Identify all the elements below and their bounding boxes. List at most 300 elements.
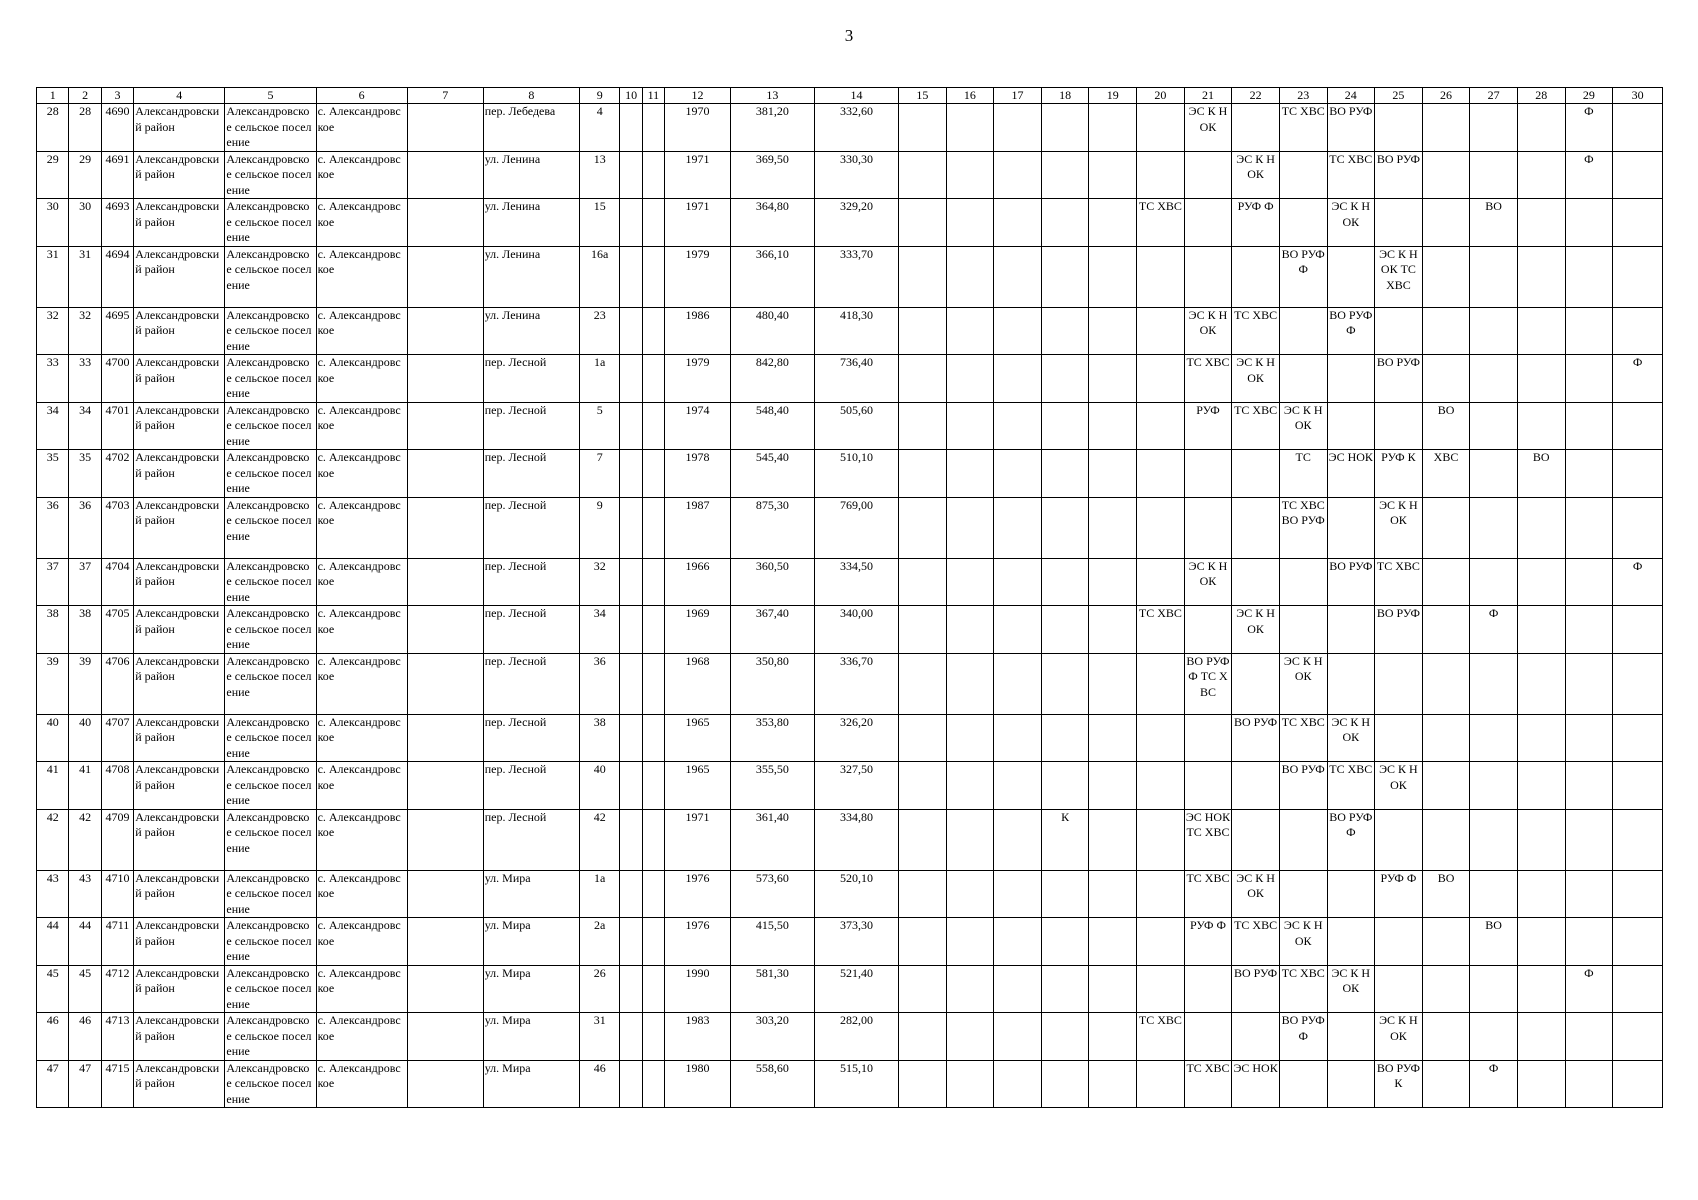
work-type-cell-23: ЭС К НОК [1279,402,1327,450]
work-type-cell-26: ВО [1422,870,1470,918]
work-type-cell-26 [1422,307,1470,355]
row-number: 40 [37,714,69,762]
street-cell: пер. Лесной [483,714,579,762]
work-type-cell-30 [1613,965,1663,1013]
work-type-cell-23: ТС [1279,450,1327,498]
district-cell: Александровский район [134,199,225,247]
work-type-cell-23 [1279,1060,1327,1108]
work-type-cell-19 [1089,714,1137,762]
work-type-cell-21: ЭС НОК ТС ХВС [1184,809,1232,870]
work-type-cell-28 [1517,497,1565,558]
row-number: 46 [37,1013,69,1061]
house-number-cell: 31 [579,1013,620,1061]
work-type-cell-27 [1470,151,1518,199]
work-type-cell-22: ТС ХВС [1232,918,1280,966]
district-cell: Александровский район [134,653,225,714]
work-type-cell-22: ЭС К НОК [1232,606,1280,654]
house-number-cell: 5 [579,402,620,450]
column-header-3: 3 [101,88,133,104]
district-cell: Александровский район [134,104,225,152]
work-type-cell-21: ТС ХВС [1184,355,1232,403]
work-type-cell-19 [1089,307,1137,355]
work-type-cell-21 [1184,497,1232,558]
house-number-cell: 32 [579,558,620,606]
locality-cell: с. Александровское [316,762,407,810]
district-cell: Александровский район [134,307,225,355]
work-type-cell-18 [1041,104,1089,152]
work-type-cell-26 [1422,151,1470,199]
work-type-cell-27: ВО [1470,918,1518,966]
work-type-cell-29 [1565,307,1613,355]
col11-cell [642,762,664,810]
col11-cell [642,918,664,966]
street-cell: пер. Лесной [483,653,579,714]
work-type-cell-23: ЭС К НОК [1279,653,1327,714]
table-row [37,606,1663,654]
settlement-cell: Александровское сельское поселение [225,714,316,762]
row-number: 42 [37,809,69,870]
row-number: 35 [37,450,69,498]
work-type-cell-29 [1565,606,1613,654]
col10-cell [620,714,642,762]
work-type-cell-30 [1613,606,1663,654]
col11-cell [642,402,664,450]
work-type-cell-17 [994,151,1042,199]
work-type-cell-26 [1422,1013,1470,1061]
work-type-cell-16 [946,497,994,558]
col10-cell [620,558,642,606]
work-type-cell-16 [946,762,994,810]
settlement-cell: Александровское сельское поселение [225,1013,316,1061]
work-type-cell-18 [1041,762,1089,810]
work-type-cell-21 [1184,606,1232,654]
column-header-15: 15 [899,88,947,104]
sequence-number: 42 [69,809,101,870]
house-number-cell: 1а [579,355,620,403]
column-header-11: 11 [642,88,664,104]
work-type-cell-16 [946,653,994,714]
work-type-cell-30 [1613,402,1663,450]
street-cell: ул. Мира [483,870,579,918]
work-type-cell-20 [1137,1060,1185,1108]
work-type-cell-18 [1041,558,1089,606]
col10-cell [620,151,642,199]
col11-cell [642,151,664,199]
work-type-cell-23: ВО РУФ [1279,762,1327,810]
work-type-cell-25: РУФ К [1375,450,1423,498]
work-type-cell-30 [1613,497,1663,558]
work-type-cell-18 [1041,714,1089,762]
work-type-cell-18 [1041,151,1089,199]
sequence-number: 43 [69,870,101,918]
work-type-cell-24: ТС ХВС [1327,151,1375,199]
work-type-cell-18 [1041,1060,1089,1108]
col11-cell [642,1060,664,1108]
col11-cell [642,606,664,654]
col7-cell [407,918,483,966]
column-header-20: 20 [1137,88,1185,104]
work-type-cell-25: ЭС К НОК [1375,762,1423,810]
district-cell: Александровский район [134,918,225,966]
row-number: 37 [37,558,69,606]
work-type-cell-28 [1517,199,1565,247]
district-cell: Александровский район [134,1013,225,1061]
settlement-cell: Александровское сельское поселение [225,307,316,355]
table-row [37,714,1663,762]
page-number: 3 [844,26,854,45]
column-header-4: 4 [134,88,225,104]
living-area-cell: 418,30 [814,307,898,355]
work-type-cell-20 [1137,355,1185,403]
work-type-cell-30 [1613,1013,1663,1061]
work-type-cell-17 [994,809,1042,870]
district-cell: Александровский район [134,497,225,558]
work-type-cell-25 [1375,104,1423,152]
work-type-cell-24: ЭС К НОК [1327,714,1375,762]
work-type-cell-25 [1375,402,1423,450]
work-type-cell-16 [946,809,994,870]
settlement-cell: Александровское сельское поселение [225,870,316,918]
work-type-cell-22 [1232,497,1280,558]
settlement-cell: Александровское сельское поселение [225,355,316,403]
work-type-cell-22: ТС ХВС [1232,307,1280,355]
work-type-cell-30 [1613,151,1663,199]
build-year-cell: 1986 [665,307,731,355]
table-row [37,1013,1663,1061]
col11-cell [642,307,664,355]
work-type-cell-20: ТС ХВС [1137,199,1185,247]
record-id: 4712 [101,965,133,1013]
total-area-cell: 480,40 [730,307,814,355]
district-cell: Александровский район [134,151,225,199]
col10-cell [620,1060,642,1108]
sequence-number: 30 [69,199,101,247]
work-type-cell-24: ЭС К НОК [1327,965,1375,1013]
work-type-cell-16 [946,870,994,918]
work-type-cell-27 [1470,558,1518,606]
work-type-cell-23 [1279,199,1327,247]
work-type-cell-27: Ф [1470,606,1518,654]
work-type-cell-17 [994,355,1042,403]
work-type-cell-27 [1470,104,1518,152]
work-type-cell-26 [1422,1060,1470,1108]
district-cell: Александровский район [134,450,225,498]
col7-cell [407,714,483,762]
work-type-cell-21 [1184,1013,1232,1061]
district-cell: Александровский район [134,714,225,762]
work-type-cell-27 [1470,355,1518,403]
work-type-cell-29 [1565,1013,1613,1061]
work-type-cell-30 [1613,450,1663,498]
build-year-cell: 1971 [665,199,731,247]
total-area-cell: 355,50 [730,762,814,810]
col7-cell [407,809,483,870]
row-number: 28 [37,104,69,152]
sequence-number: 39 [69,653,101,714]
work-type-cell-26: ХВС [1422,450,1470,498]
settlement-cell: Александровское сельское поселение [225,809,316,870]
work-type-cell-29 [1565,246,1613,307]
table-row [37,307,1663,355]
work-type-cell-27 [1470,714,1518,762]
work-type-cell-25: ЭС К НОК [1375,1013,1423,1061]
street-cell: пер. Лесной [483,402,579,450]
work-type-cell-17 [994,402,1042,450]
living-area-cell: 373,30 [814,918,898,966]
build-year-cell: 1974 [665,402,731,450]
work-type-cell-22 [1232,1013,1280,1061]
table-row [37,402,1663,450]
table-row [37,965,1663,1013]
total-area-cell: 548,40 [730,402,814,450]
work-type-cell-26 [1422,762,1470,810]
settlement-cell: Александровское сельское поселение [225,606,316,654]
col10-cell [620,199,642,247]
row-number: 43 [37,870,69,918]
work-type-cell-26: ВО [1422,402,1470,450]
col11-cell [642,497,664,558]
col7-cell [407,1013,483,1061]
column-header-25: 25 [1375,88,1423,104]
work-type-cell-28 [1517,151,1565,199]
total-area-cell: 353,80 [730,714,814,762]
total-area-cell: 415,50 [730,918,814,966]
row-number: 41 [37,762,69,810]
work-type-cell-19 [1089,246,1137,307]
work-type-cell-23 [1279,606,1327,654]
row-number: 36 [37,497,69,558]
table-row [37,497,1663,558]
work-type-cell-24: ЭС К НОК [1327,199,1375,247]
work-type-cell-28: ВО [1517,450,1565,498]
work-type-cell-15 [899,558,947,606]
col7-cell [407,497,483,558]
work-type-cell-20 [1137,653,1185,714]
work-type-cell-17 [994,497,1042,558]
work-type-cell-15 [899,918,947,966]
living-area-cell: 333,70 [814,246,898,307]
locality-cell: с. Александровское [316,809,407,870]
work-type-cell-27 [1470,653,1518,714]
district-cell: Александровский район [134,355,225,403]
work-type-cell-18 [1041,402,1089,450]
locality-cell: с. Александровское [316,307,407,355]
work-type-cell-25 [1375,918,1423,966]
row-number: 30 [37,199,69,247]
work-type-cell-26 [1422,918,1470,966]
work-type-cell-24 [1327,1013,1375,1061]
col10-cell [620,606,642,654]
column-header-2: 2 [69,88,101,104]
work-type-cell-17 [994,714,1042,762]
total-area-cell: 875,30 [730,497,814,558]
work-type-cell-23 [1279,151,1327,199]
column-header-22: 22 [1232,88,1280,104]
table-body [37,104,1663,1108]
work-type-cell-18: К [1041,809,1089,870]
table-row [37,199,1663,247]
work-type-cell-20 [1137,809,1185,870]
work-type-cell-30 [1613,870,1663,918]
record-id: 4715 [101,1060,133,1108]
record-id: 4701 [101,402,133,450]
work-type-cell-28 [1517,809,1565,870]
work-type-cell-26 [1422,653,1470,714]
living-area-cell: 340,00 [814,606,898,654]
work-type-cell-19 [1089,199,1137,247]
work-type-cell-18 [1041,653,1089,714]
work-type-cell-21: ЭС К НОК [1184,558,1232,606]
col10-cell [620,762,642,810]
col7-cell [407,307,483,355]
work-type-cell-20 [1137,402,1185,450]
col7-cell [407,653,483,714]
work-type-cell-25 [1375,809,1423,870]
column-header-1: 1 [37,88,69,104]
row-number: 45 [37,965,69,1013]
column-header-21: 21 [1184,88,1232,104]
work-type-cell-23: ТС ХВС [1279,965,1327,1013]
district-cell: Александровский район [134,246,225,307]
col7-cell [407,450,483,498]
work-type-cell-23: ЭС К НОК [1279,918,1327,966]
row-number: 38 [37,606,69,654]
work-type-cell-18 [1041,355,1089,403]
total-area-cell: 381,20 [730,104,814,152]
house-number-cell: 40 [579,762,620,810]
work-type-cell-26 [1422,714,1470,762]
locality-cell: с. Александровское [316,1013,407,1061]
work-type-cell-21 [1184,714,1232,762]
work-type-cell-24 [1327,355,1375,403]
work-type-cell-19 [1089,558,1137,606]
record-id: 4706 [101,653,133,714]
record-id: 4702 [101,450,133,498]
work-type-cell-25 [1375,965,1423,1013]
work-type-cell-29 [1565,714,1613,762]
build-year-cell: 1987 [665,497,731,558]
column-header-23: 23 [1279,88,1327,104]
col7-cell [407,606,483,654]
work-type-cell-22 [1232,762,1280,810]
work-type-cell-15 [899,497,947,558]
work-type-cell-20 [1137,714,1185,762]
work-type-cell-19 [1089,104,1137,152]
work-type-cell-19 [1089,1013,1137,1061]
work-type-cell-26 [1422,199,1470,247]
living-area-cell: 326,20 [814,714,898,762]
table-row [37,558,1663,606]
work-type-cell-26 [1422,965,1470,1013]
column-number-header [37,88,1663,104]
record-id: 4700 [101,355,133,403]
work-type-cell-30 [1613,918,1663,966]
work-type-cell-27 [1470,402,1518,450]
total-area-cell: 303,20 [730,1013,814,1061]
work-type-cell-30 [1613,246,1663,307]
work-type-cell-30 [1613,809,1663,870]
record-id: 4710 [101,870,133,918]
work-type-cell-23: ТС ХВС [1279,104,1327,152]
street-cell: ул. Мира [483,1013,579,1061]
build-year-cell: 1971 [665,151,731,199]
work-type-cell-19 [1089,497,1137,558]
sequence-number: 38 [69,606,101,654]
work-type-cell-16 [946,1013,994,1061]
locality-cell: с. Александровское [316,558,407,606]
col11-cell [642,199,664,247]
column-header-5: 5 [225,88,316,104]
col10-cell [620,870,642,918]
col10-cell [620,450,642,498]
table-row [37,918,1663,966]
row-number: 31 [37,246,69,307]
total-area-cell: 558,60 [730,1060,814,1108]
work-type-cell-21: РУФ Ф [1184,918,1232,966]
work-type-cell-21: ЭС К НОК [1184,307,1232,355]
street-cell: ул. Мира [483,965,579,1013]
work-type-cell-27 [1470,450,1518,498]
living-area-cell: 334,50 [814,558,898,606]
locality-cell: с. Александровское [316,606,407,654]
work-type-cell-24 [1327,497,1375,558]
work-type-cell-16 [946,402,994,450]
house-number-cell: 7 [579,450,620,498]
work-type-cell-18 [1041,870,1089,918]
district-cell: Александровский район [134,606,225,654]
locality-cell: с. Александровское [316,918,407,966]
col7-cell [407,558,483,606]
col10-cell [620,402,642,450]
work-type-cell-28 [1517,653,1565,714]
work-type-cell-29 [1565,918,1613,966]
work-type-cell-15 [899,714,947,762]
col11-cell [642,809,664,870]
work-type-cell-21: РУФ [1184,402,1232,450]
street-cell: ул. Ленина [483,199,579,247]
work-type-cell-26 [1422,497,1470,558]
settlement-cell: Александровское сельское поселение [225,450,316,498]
work-type-cell-19 [1089,402,1137,450]
work-type-cell-17 [994,1060,1042,1108]
col11-cell [642,965,664,1013]
work-type-cell-27 [1470,307,1518,355]
work-type-cell-24 [1327,870,1375,918]
sequence-number: 40 [69,714,101,762]
work-type-cell-30 [1613,1060,1663,1108]
street-cell: пер. Лесной [483,450,579,498]
col11-cell [642,1013,664,1061]
work-type-cell-15 [899,104,947,152]
house-number-cell: 15 [579,199,620,247]
street-cell: пер. Лесной [483,809,579,870]
row-number: 33 [37,355,69,403]
living-area-cell: 515,10 [814,1060,898,1108]
work-type-cell-20 [1137,965,1185,1013]
col7-cell [407,199,483,247]
work-type-cell-27: ВО [1470,199,1518,247]
total-area-cell: 350,80 [730,653,814,714]
work-type-cell-29 [1565,809,1613,870]
work-type-cell-17 [994,104,1042,152]
work-type-cell-15 [899,809,947,870]
work-type-cell-23: ВО РУФ Ф [1279,246,1327,307]
work-type-cell-16 [946,965,994,1013]
total-area-cell: 573,60 [730,870,814,918]
work-type-cell-21: ТС ХВС [1184,870,1232,918]
work-type-cell-22: ЭС НОК [1232,1060,1280,1108]
work-type-cell-22: ВО РУФ [1232,965,1280,1013]
